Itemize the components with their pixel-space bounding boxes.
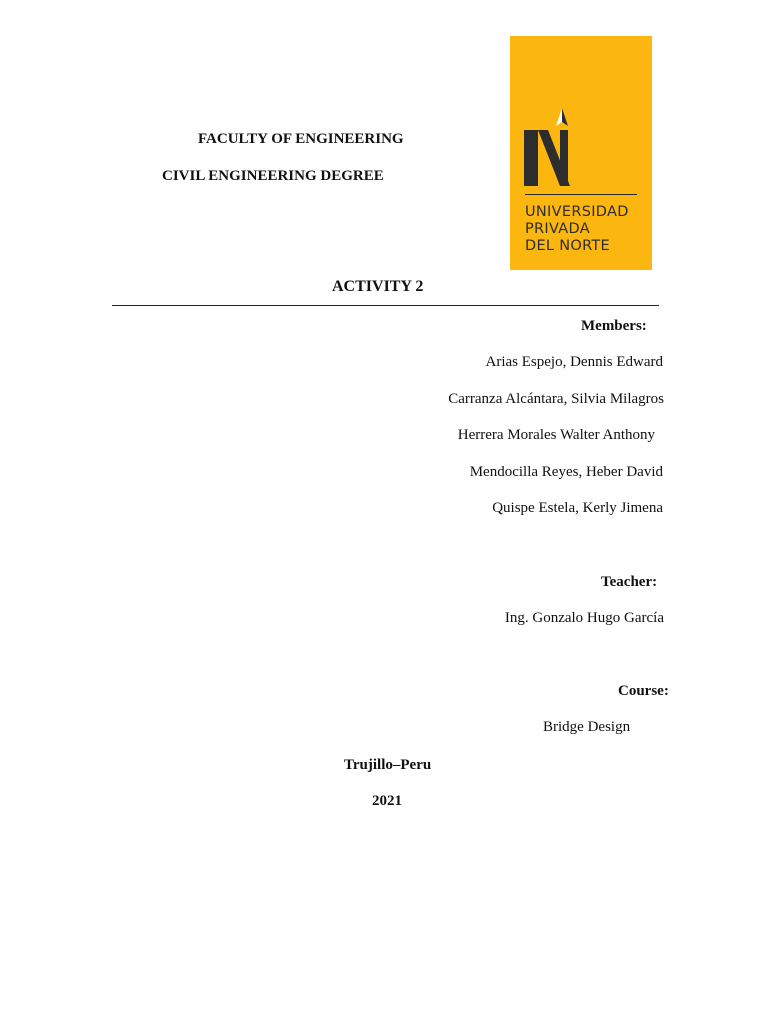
- year-text: 2021: [372, 793, 402, 809]
- university-logo: [510, 36, 652, 270]
- teacher-name: Ing. Gonzalo Hugo García: [504, 610, 664, 626]
- place-text: Trujillo–Peru: [344, 757, 432, 773]
- logo-wordmark: UNIVERSIDAD PRIVADA DEL NORTE: [525, 204, 629, 254]
- teacher-label: Teacher:: [601, 574, 658, 590]
- members-label: Members:: [581, 318, 647, 334]
- member-name: Mendocilla Reyes, Heber David: [469, 464, 663, 480]
- member-name: Carranza Alcántara, Silvia Milagros: [448, 391, 664, 407]
- document-title: ACTIVITY 2: [332, 278, 424, 295]
- course-name: Bridge Design: [543, 719, 631, 735]
- faculty-heading: FACULTY OF ENGINEERING: [198, 131, 404, 147]
- course-label: Course:: [618, 683, 669, 699]
- member-name: Quispe Estela, Kerly Jimena: [492, 500, 663, 516]
- member-name: Herrera Morales Walter Anthony: [457, 427, 655, 443]
- degree-heading: CIVIL ENGINEERING DEGREE: [162, 168, 384, 184]
- title-divider: [112, 305, 659, 306]
- logo-divider: [525, 194, 637, 195]
- member-name: Arias Espejo, Dennis Edward: [485, 354, 663, 370]
- un-monogram-icon: [524, 106, 584, 186]
